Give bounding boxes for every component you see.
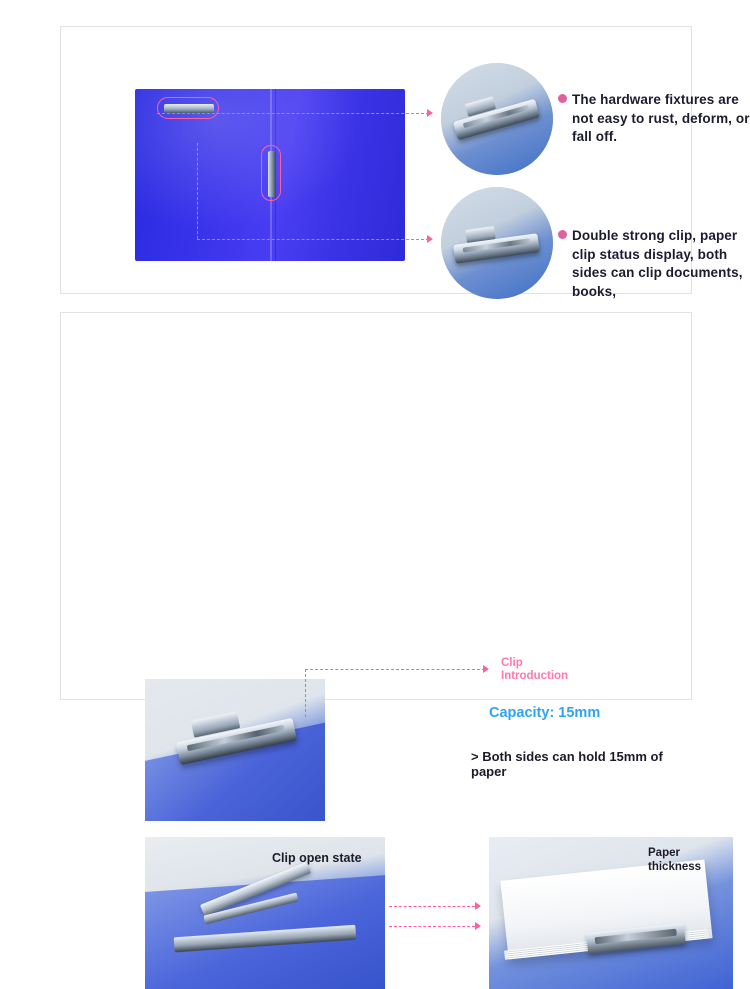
connector-arrow-4	[389, 901, 485, 913]
clip-introduction-panel	[60, 312, 702, 873]
both-sides-capacity-text: > Both sides can hold 15mm of paper	[471, 749, 663, 779]
feature-2-text: Double strong clip, paper clip status display, both sides can clip documents, books,	[572, 228, 743, 299]
connector-arrow-3	[305, 665, 497, 719]
connector-arrow-5	[389, 921, 485, 933]
feature-1-text: The hardware fixtures are not easy to rust, deform, or fall off.	[572, 92, 750, 145]
clip-closeup-1	[441, 63, 553, 175]
clip-closed-photo	[145, 679, 325, 821]
clip-open-state-label: Clip open state	[272, 851, 362, 865]
paper-thickness-label: Paper thickness	[648, 847, 702, 873]
capacity-label: Capacity: 15mm	[489, 705, 601, 721]
hardware-fixtures-panel	[60, 26, 750, 299]
connector-arrow-2	[197, 143, 443, 251]
feature-2-bullet	[558, 230, 567, 239]
clip-closeup-2	[441, 187, 553, 299]
connector-arrow-1	[157, 105, 441, 121]
clip-introduction-heading: Clip Introduction	[501, 657, 569, 683]
feature-1-bullet	[558, 94, 567, 103]
